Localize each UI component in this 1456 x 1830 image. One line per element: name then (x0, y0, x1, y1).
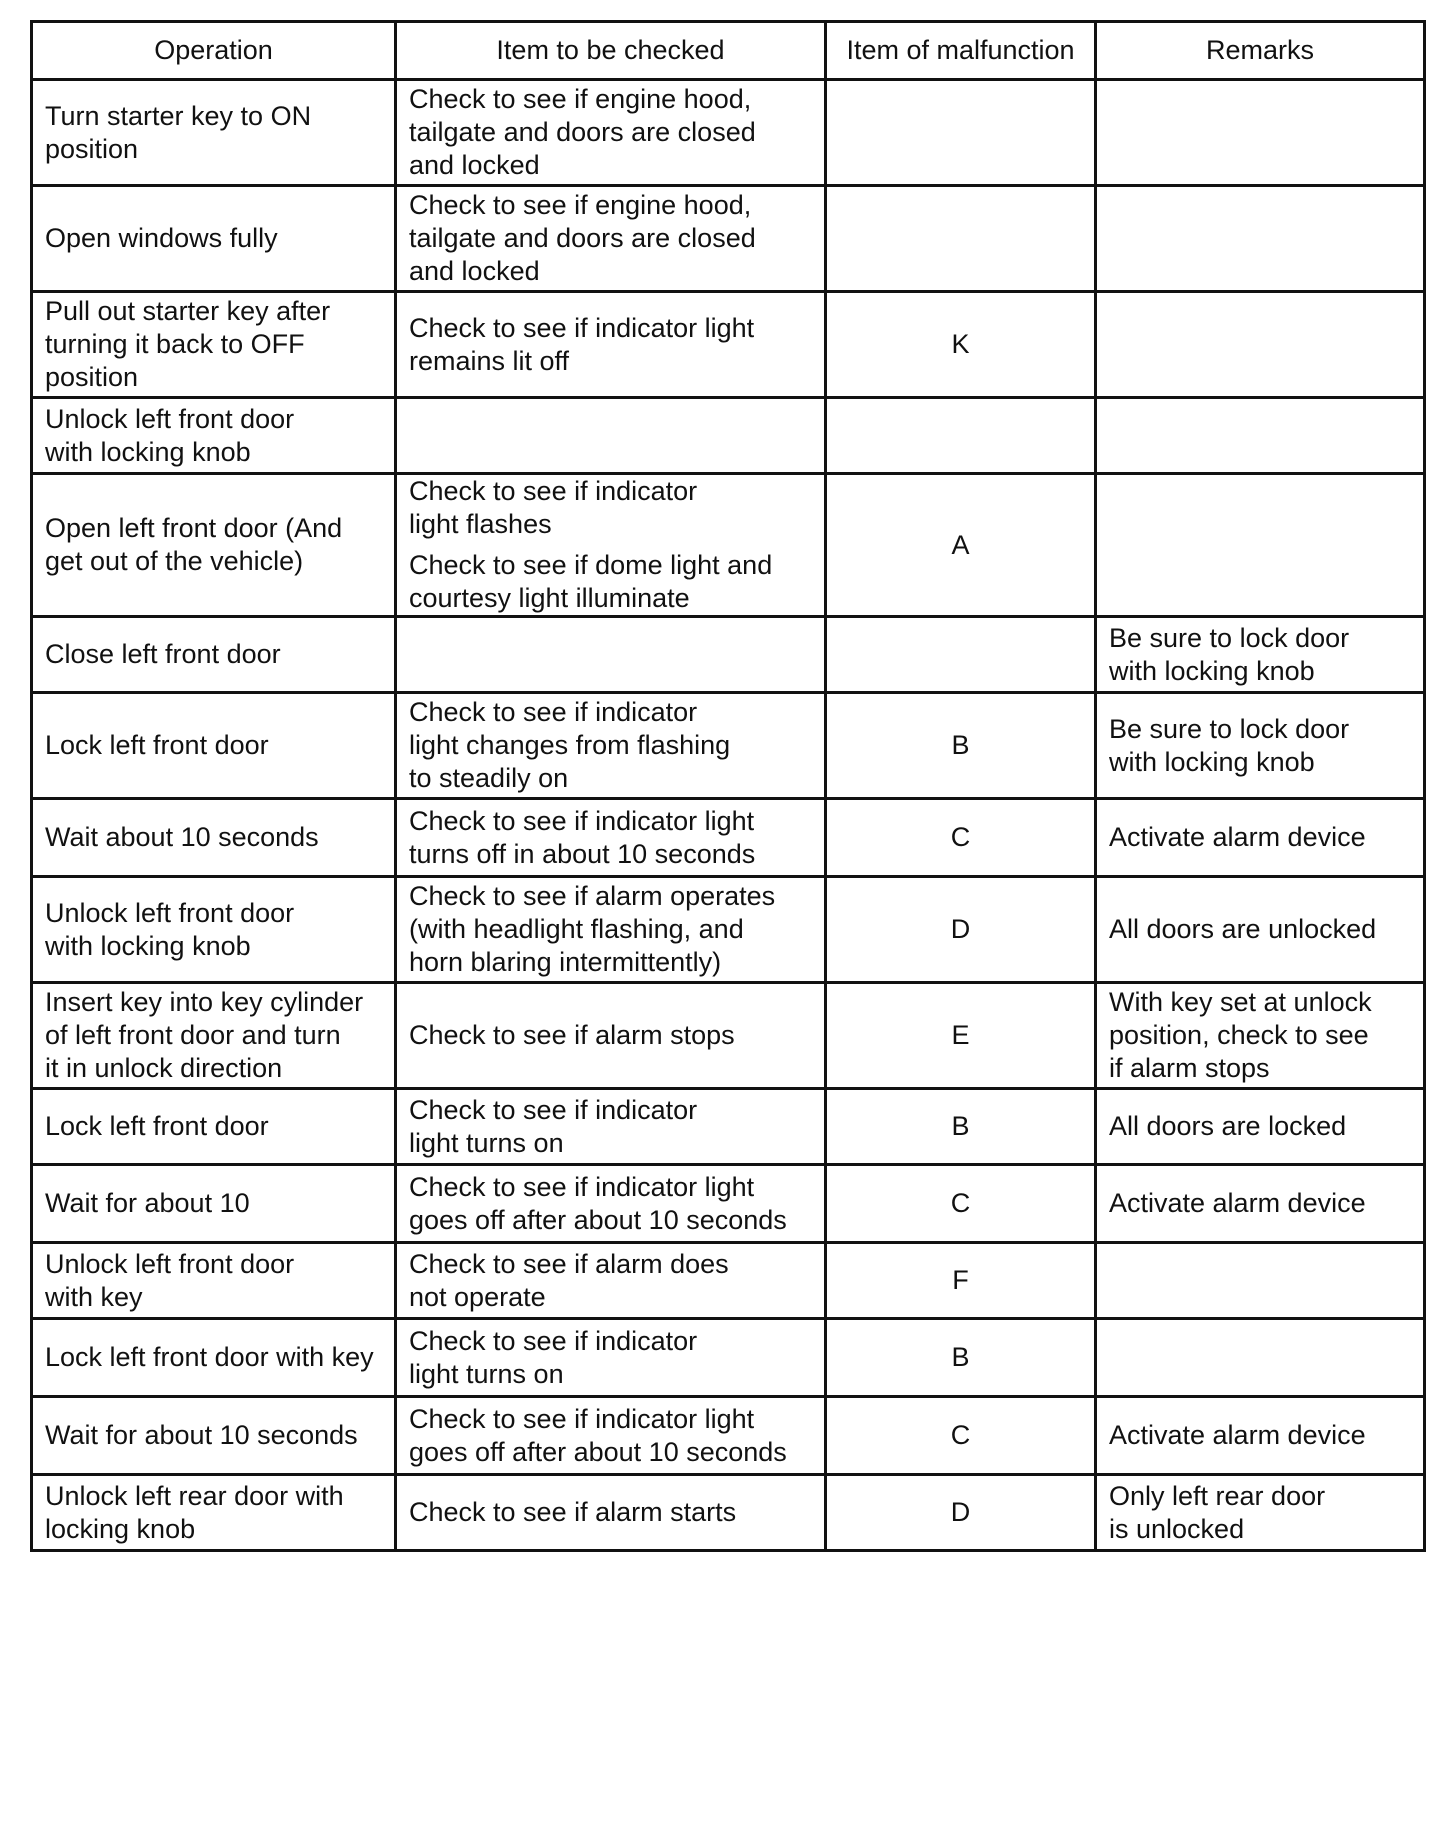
cell-line: Wait for about 10 seconds (45, 1420, 358, 1450)
cell-line: Check to see if indicator (409, 697, 698, 727)
cell-item-malfunction: C (826, 1397, 1096, 1475)
cell-line: Check to see if engine hood, (409, 84, 752, 114)
cell-line: tailgate and doors are closed (409, 223, 756, 253)
table-row (32, 1397, 1425, 1475)
cell-item-checked (396, 1475, 826, 1551)
cell-line: turning it back to OFF (45, 329, 305, 359)
cell-item-malfunction: D (826, 1475, 1096, 1551)
cell-item-checked (396, 1319, 826, 1397)
cell-line: Check to see if alarm operates (409, 881, 776, 911)
cell-line: with locking knob (1109, 655, 1315, 686)
cell-item-checked (396, 1397, 826, 1475)
cell-line: Be sure to lock door (1109, 622, 1350, 653)
table-row (32, 186, 1425, 292)
cell-line: goes off after about 10 seconds (409, 1204, 787, 1235)
cell-remarks (1096, 1475, 1425, 1551)
cell-line: is unlocked (1109, 1513, 1245, 1544)
cell-line: and locked (409, 256, 540, 286)
cell-item-checked (396, 1089, 826, 1165)
check-paragraph (409, 83, 812, 182)
header-remarks: Remarks (1096, 22, 1425, 80)
table-row (32, 877, 1425, 983)
cell-item-checked (396, 799, 826, 877)
cell-line: position (45, 133, 139, 164)
check-paragraph (409, 189, 812, 288)
cell-remarks (1096, 983, 1425, 1089)
table-row (32, 799, 1425, 877)
cell-line: Check to see if alarm does (409, 1248, 729, 1279)
cell-operation (32, 617, 396, 693)
cell-remarks (1096, 1089, 1425, 1165)
cell-item-malfunction (826, 80, 1096, 186)
cell-line: Lock left front door with key (45, 1342, 374, 1372)
cell-operation (32, 1165, 396, 1243)
cell-remarks (1096, 799, 1425, 877)
check-paragraph (409, 312, 812, 378)
table-row (32, 292, 1425, 398)
cell-remarks (1096, 292, 1425, 398)
cell-line: courtesy light illuminate (409, 583, 690, 613)
table-row (32, 1475, 1425, 1551)
table-row (32, 1089, 1425, 1165)
cell-line: Check to see if indicator (409, 1094, 698, 1125)
cell-remarks (1096, 1319, 1425, 1397)
table-row (32, 693, 1425, 799)
cell-item-malfunction: C (826, 799, 1096, 877)
header-operation: Operation (32, 22, 396, 80)
cell-line: it in unlock direction (45, 1053, 283, 1083)
cell-line: Turn starter key to ON (45, 100, 312, 131)
cell-line: light changes from flashing (409, 730, 731, 760)
cell-item-malfunction: C (826, 1165, 1096, 1243)
cell-line: Lock left front door (45, 730, 269, 760)
cell-item-malfunction (826, 617, 1096, 693)
cell-item-checked (396, 1165, 826, 1243)
check-paragraph (409, 880, 812, 979)
cell-line: with locking knob (45, 436, 251, 467)
cell-operation (32, 693, 396, 799)
cell-line: Pull out starter key after (45, 296, 331, 326)
table-row (32, 1243, 1425, 1319)
cell-line: Wait for about 10 (45, 1188, 250, 1218)
cell-remarks (1096, 693, 1425, 799)
alarm-check-table (30, 20, 1426, 1552)
cell-remarks (1096, 877, 1425, 983)
cell-line: position, check to see (1109, 1020, 1369, 1050)
cell-line: (with headlight flashing, and (409, 914, 744, 944)
cell-line: With key set at unlock (1109, 987, 1372, 1017)
check-paragraph (409, 475, 812, 541)
cell-line: Check to see if indicator light (409, 1171, 755, 1202)
cell-operation (32, 1319, 396, 1397)
header-item-malfunction: Item of malfunction (826, 22, 1096, 80)
cell-line: Unlock left front door (45, 403, 295, 434)
cell-line: position (45, 362, 139, 392)
cell-line: if alarm stops (1109, 1053, 1270, 1083)
cell-item-malfunction: B (826, 693, 1096, 799)
cell-line: Open windows fully (45, 223, 278, 253)
cell-item-malfunction: D (826, 877, 1096, 983)
cell-operation (32, 292, 396, 398)
cell-remarks (1096, 398, 1425, 474)
cell-operation (32, 398, 396, 474)
cell-item-checked (396, 1243, 826, 1319)
cell-item-checked (396, 80, 826, 186)
cell-operation (32, 877, 396, 983)
cell-item-malfunction: B (826, 1089, 1096, 1165)
cell-item-checked (396, 474, 826, 617)
check-paragraph (409, 696, 812, 795)
table-row (32, 1165, 1425, 1243)
check-paragraph (409, 1403, 812, 1469)
cell-remarks (1096, 1165, 1425, 1243)
cell-line: Unlock left front door (45, 1248, 295, 1279)
cell-operation (32, 186, 396, 292)
cell-line: with locking knob (45, 930, 251, 961)
cell-line: with locking knob (1109, 746, 1315, 777)
cell-item-malfunction: E (826, 983, 1096, 1089)
cell-line: light turns on (409, 1358, 564, 1389)
cell-remarks (1096, 1243, 1425, 1319)
cell-line: Check to see if indicator (409, 476, 698, 506)
cell-remarks (1096, 186, 1425, 292)
cell-line: Check to see if alarm starts (409, 1497, 737, 1527)
table-row (32, 80, 1425, 186)
cell-line: Only left rear door (1109, 1480, 1326, 1511)
check-paragraph (409, 1248, 812, 1314)
cell-item-checked (396, 398, 826, 474)
cell-line: of left front door and turn (45, 1020, 341, 1050)
cell-item-malfunction: K (826, 292, 1096, 398)
table-row (32, 983, 1425, 1089)
cell-line: Check to see if indicator light (409, 1403, 755, 1434)
cell-operation (32, 1089, 396, 1165)
cell-line: remains lit off (409, 345, 570, 376)
cell-item-malfunction: B (826, 1319, 1096, 1397)
cell-operation (32, 983, 396, 1089)
cell-line: Lock left front door (45, 1111, 269, 1141)
cell-item-checked (396, 292, 826, 398)
cell-operation (32, 1475, 396, 1551)
cell-operation (32, 80, 396, 186)
cell-line: goes off after about 10 seconds (409, 1436, 787, 1467)
cell-item-malfunction (826, 186, 1096, 292)
check-paragraph (409, 1496, 812, 1529)
cell-operation (32, 474, 396, 617)
cell-line: Check to see if indicator light (409, 312, 755, 343)
cell-item-malfunction: F (826, 1243, 1096, 1319)
inspection-sheet (30, 20, 1426, 1552)
cell-line: Check to see if indicator light (409, 805, 755, 836)
cell-line: horn blaring intermittently) (409, 947, 722, 977)
check-paragraph (409, 1171, 812, 1237)
table-body (32, 80, 1425, 1551)
cell-line: Open left front door (And (45, 513, 343, 543)
table-row (32, 1319, 1425, 1397)
check-paragraph (409, 1019, 812, 1052)
cell-line: Check to see if dome light and (409, 550, 773, 580)
cell-item-checked (396, 983, 826, 1089)
cell-item-malfunction (826, 398, 1096, 474)
cell-line: tailgate and doors are closed (409, 117, 756, 147)
cell-line: Activate alarm device (1109, 1420, 1366, 1450)
check-paragraph (409, 805, 812, 871)
cell-operation (32, 799, 396, 877)
cell-operation (32, 1243, 396, 1319)
table-row (32, 398, 1425, 474)
cell-line: Activate alarm device (1109, 1188, 1366, 1218)
check-paragraph (409, 1094, 812, 1160)
cell-line: All doors are locked (1109, 1111, 1347, 1141)
cell-line: to steadily on (409, 763, 569, 793)
cell-line: with key (45, 1281, 143, 1312)
cell-line: turns off in about 10 seconds (409, 838, 756, 869)
cell-line: Check to see if alarm stops (409, 1020, 735, 1050)
cell-item-checked (396, 186, 826, 292)
cell-line: and locked (409, 150, 540, 180)
cell-line: Check to see if indicator (409, 1325, 698, 1356)
cell-line: Wait about 10 seconds (45, 822, 319, 852)
table-header (32, 22, 1425, 80)
header-row (32, 22, 1425, 80)
cell-line: not operate (409, 1281, 546, 1312)
cell-operation (32, 1397, 396, 1475)
cell-line: Check to see if engine hood, (409, 190, 752, 220)
header-item-checked: Item to be checked (396, 22, 826, 80)
cell-remarks (1096, 474, 1425, 617)
cell-line: Unlock left front door (45, 897, 295, 928)
cell-item-checked (396, 617, 826, 693)
cell-line: get out of the vehicle) (45, 546, 304, 576)
cell-line: locking knob (45, 1513, 196, 1544)
cell-line: light flashes (409, 509, 552, 539)
cell-item-malfunction: A (826, 474, 1096, 617)
table-row (32, 474, 1425, 617)
cell-line: Activate alarm device (1109, 822, 1366, 852)
table-row (32, 617, 1425, 693)
check-paragraph (409, 1325, 812, 1391)
cell-remarks (1096, 1397, 1425, 1475)
cell-line: light turns on (409, 1127, 564, 1158)
cell-remarks (1096, 80, 1425, 186)
cell-item-checked (396, 693, 826, 799)
cell-line: Insert key into key cylinder (45, 987, 364, 1017)
cell-remarks (1096, 617, 1425, 693)
cell-line: Close left front door (45, 639, 281, 669)
cell-item-checked (396, 877, 826, 983)
cell-line: Be sure to lock door (1109, 713, 1350, 744)
check-paragraph (409, 549, 812, 615)
cell-line: All doors are unlocked (1109, 914, 1377, 944)
cell-line: Unlock left rear door with (45, 1480, 344, 1511)
